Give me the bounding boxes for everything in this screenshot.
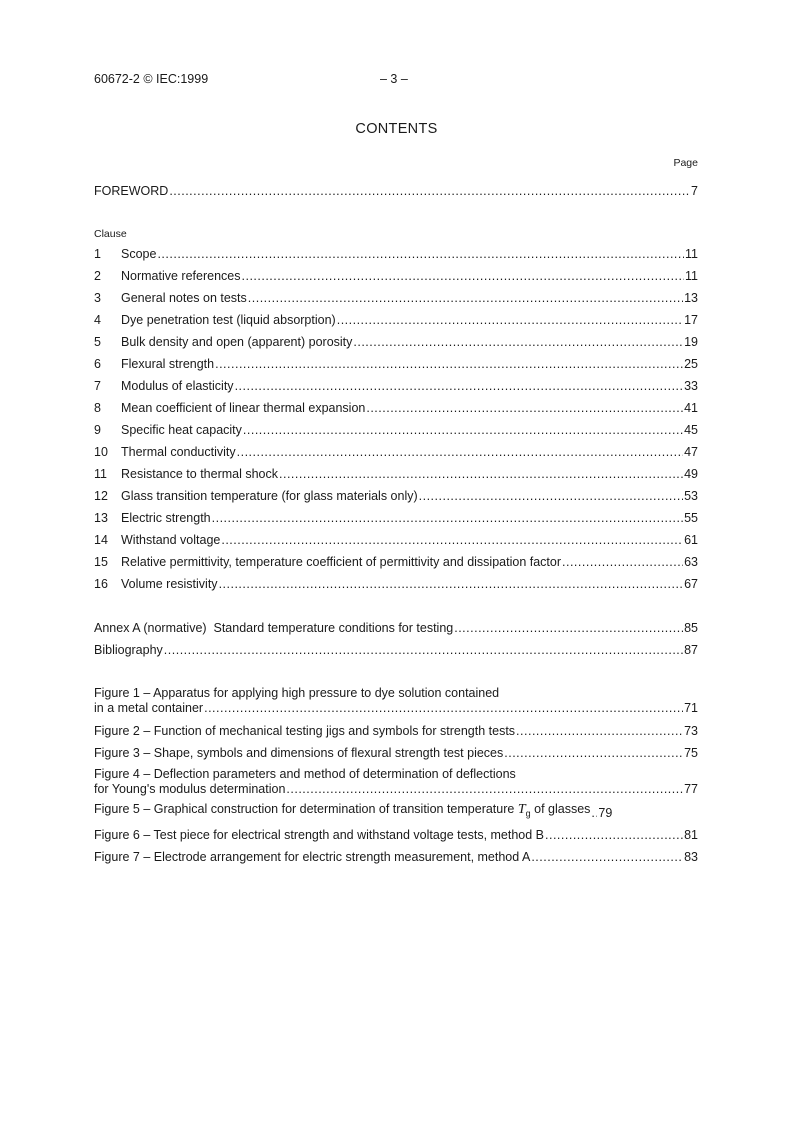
temperature-symbol: T	[517, 801, 526, 817]
toc-entry-label	[94, 800, 590, 823]
toc-entry-bibliography[interactable]	[94, 641, 698, 659]
toc-entry-label-line2: in a metal container	[94, 701, 204, 715]
temperature-subscript: g	[525, 808, 531, 818]
toc-entry-label: Mean coefficient of linear thermal expansion	[121, 401, 366, 415]
toc-entry-page: 11	[685, 247, 698, 261]
toc-entry-annex[interactable]	[94, 619, 698, 637]
page-number: – 3 –	[380, 72, 408, 86]
toc-entry-clause[interactable]	[94, 509, 698, 527]
dot-leader	[279, 465, 683, 483]
toc-entry-label: Withstand voltage	[121, 533, 221, 547]
toc-entry-label: Figure 2 – Function of mechanical testing jigs and symbols for strength tests	[94, 724, 516, 738]
toc-entry-page: 87	[684, 643, 698, 657]
toc-entry-page: 71	[684, 701, 698, 715]
toc-entry-page: 85	[684, 621, 698, 635]
dot-leader	[243, 421, 683, 439]
dot-leader	[353, 333, 683, 351]
toc-entry-label: General notes on tests	[121, 291, 247, 305]
clause-number: 10	[94, 445, 108, 459]
toc-entry-figure-1[interactable]	[94, 686, 698, 716]
toc-entry-clause[interactable]	[94, 245, 698, 263]
toc-entry-label: Normative references	[121, 269, 241, 283]
toc-entry-clause[interactable]	[94, 487, 698, 505]
toc-entry-clause[interactable]	[94, 465, 698, 483]
toc-entry-clause[interactable]	[94, 553, 698, 571]
clause-heading: Clause	[94, 228, 127, 240]
toc-entry-page: 7	[691, 184, 698, 198]
label-suffix: of glasses	[530, 801, 591, 816]
dot-leader	[242, 267, 685, 285]
toc-entry-clause[interactable]	[94, 311, 698, 329]
toc-entry-page: 11	[685, 269, 698, 283]
page-header	[94, 72, 698, 90]
dot-leader	[545, 826, 683, 844]
toc-entry-clause[interactable]	[94, 333, 698, 351]
dot-leader	[235, 377, 684, 395]
dot-leader	[504, 744, 683, 762]
clause-number: 12	[94, 489, 108, 503]
toc-entry-label: Relative permittivity, temperature coefficient of permittivity and dissipation factor	[121, 555, 562, 569]
toc-entry-label: Electric strength	[121, 511, 211, 525]
dot-leader	[237, 443, 683, 461]
toc-entry-label-line1: Figure 4 – Deflection parameters and method of determination of deflections	[94, 767, 516, 781]
toc-entry-label: Resistance to thermal shock	[121, 467, 279, 481]
toc-entry-page: 53	[684, 489, 698, 503]
toc-entry-label: Flexural strength	[121, 357, 215, 371]
toc-entry-page: 47	[684, 445, 698, 459]
toc-entry-clause[interactable]	[94, 399, 698, 417]
dot-leader	[286, 782, 683, 797]
clause-number: 5	[94, 335, 101, 349]
toc-entry-page: 49	[684, 467, 698, 481]
toc-entry-clause[interactable]	[94, 267, 698, 285]
toc-entry-label-line2: for Young's modulus determination	[94, 782, 286, 796]
clause-number: 2	[94, 269, 101, 283]
toc-entry-label-line1: Figure 1 – Apparatus for applying high pressure to dye solution contained	[94, 686, 500, 700]
toc-entry-label: Volume resistivity	[121, 577, 218, 591]
dot-leader	[219, 575, 684, 593]
toc-entry-page: 79	[598, 806, 613, 820]
toc-entry-figure-2[interactable]	[94, 722, 698, 740]
toc-entry-page: 73	[684, 724, 698, 738]
clause-number: 3	[94, 291, 101, 305]
toc-entry-page: 41	[684, 401, 698, 415]
toc-entry-label: FOREWORD	[94, 184, 169, 198]
dot-leader	[212, 509, 683, 527]
clause-number: 16	[94, 577, 108, 591]
toc-entry-page: 19	[684, 335, 698, 349]
clause-number: 9	[94, 423, 101, 437]
dot-leader	[591, 804, 597, 822]
dot-leader	[221, 531, 683, 549]
toc-entry-label: Scope	[121, 247, 157, 261]
clause-number: 14	[94, 533, 108, 547]
toc-entry-label: Figure 3 – Shape, symbols and dimensions of flexural strength test pieces	[94, 746, 504, 760]
clause-number: 11	[94, 467, 107, 481]
dot-leader	[366, 399, 683, 417]
toc-entry-label: Modulus of elasticity	[121, 379, 234, 393]
toc-entry-figure-7[interactable]	[94, 848, 698, 866]
toc-entry-clause[interactable]	[94, 421, 698, 439]
label-prefix: Figure 5 – Graphical construction for determination of transition temperature	[94, 801, 518, 816]
clause-number: 6	[94, 357, 101, 371]
toc-entry-figure-5[interactable]	[94, 801, 698, 822]
toc-entry-label: Glass transition temperature (for glass materials only)	[121, 489, 418, 503]
dot-leader	[204, 701, 683, 716]
toc-entry-figure-3[interactable]	[94, 744, 698, 762]
dot-leader	[169, 182, 690, 200]
dot-leader	[419, 487, 683, 505]
toc-entry-page: 75	[684, 746, 698, 760]
toc-entry-label: Thermal conductivity	[121, 445, 236, 459]
dot-leader	[215, 355, 683, 373]
clause-number: 1	[94, 247, 101, 261]
dot-leader	[248, 289, 683, 307]
toc-entry-label: Annex A (normative) Standard temperature conditions for testing	[94, 621, 454, 635]
toc-entry-page: 33	[684, 379, 698, 393]
toc-entry-page: 63	[684, 555, 698, 569]
clause-number: 7	[94, 379, 101, 393]
toc-entry-figure-4[interactable]	[94, 767, 698, 797]
toc-entry-label: Dye penetration test (liquid absorption)	[121, 313, 336, 327]
dot-leader	[157, 245, 684, 263]
dot-leader	[164, 641, 683, 659]
document-reference: 60672-2 © IEC:1999	[94, 72, 209, 86]
toc-entry-clause[interactable]	[94, 377, 698, 395]
clause-number: 15	[94, 555, 108, 569]
toc-entry-label: Specific heat capacity	[121, 423, 242, 437]
dot-leader	[516, 722, 683, 740]
toc-entry-page: 13	[684, 291, 698, 305]
toc-entry-label: Bibliography	[94, 643, 163, 657]
toc-entry-page: 67	[684, 577, 698, 591]
toc-entry-label: Figure 7 – Electrode arrangement for electric strength measurement, method A	[94, 850, 531, 864]
clause-number: 8	[94, 401, 101, 415]
toc-entry-clause[interactable]	[94, 531, 698, 549]
toc-entry-label: Figure 6 – Test piece for electrical strength and withstand voltage tests, method B	[94, 828, 545, 842]
toc-entry-clause[interactable]	[94, 443, 698, 461]
toc-entry-clause[interactable]	[94, 575, 698, 593]
toc-entry-foreword[interactable]	[94, 182, 698, 200]
page-title: CONTENTS	[355, 121, 438, 137]
dot-leader	[337, 311, 683, 329]
toc-entry-page: 17	[684, 313, 698, 327]
page-column-label: Page	[673, 157, 698, 169]
toc-entry-page: 83	[684, 850, 698, 864]
toc-entry-page: 77	[684, 782, 698, 796]
toc-entry-page: 25	[684, 357, 698, 371]
toc-entry-label: Bulk density and open (apparent) porosity	[121, 335, 353, 349]
toc-entry-figure-6[interactable]	[94, 826, 698, 844]
clause-number: 4	[94, 313, 101, 327]
toc-entry-clause[interactable]	[94, 355, 698, 373]
dot-leader	[531, 848, 683, 866]
toc-entry-page: 81	[684, 828, 698, 842]
toc-entry-page: 61	[684, 533, 698, 547]
toc-entry-page: 45	[684, 423, 698, 437]
toc-entry-clause[interactable]	[94, 289, 698, 307]
dot-leader	[562, 553, 683, 571]
clause-number: 13	[94, 511, 108, 525]
toc-entry-page: 55	[684, 511, 698, 525]
dot-leader	[454, 619, 683, 637]
